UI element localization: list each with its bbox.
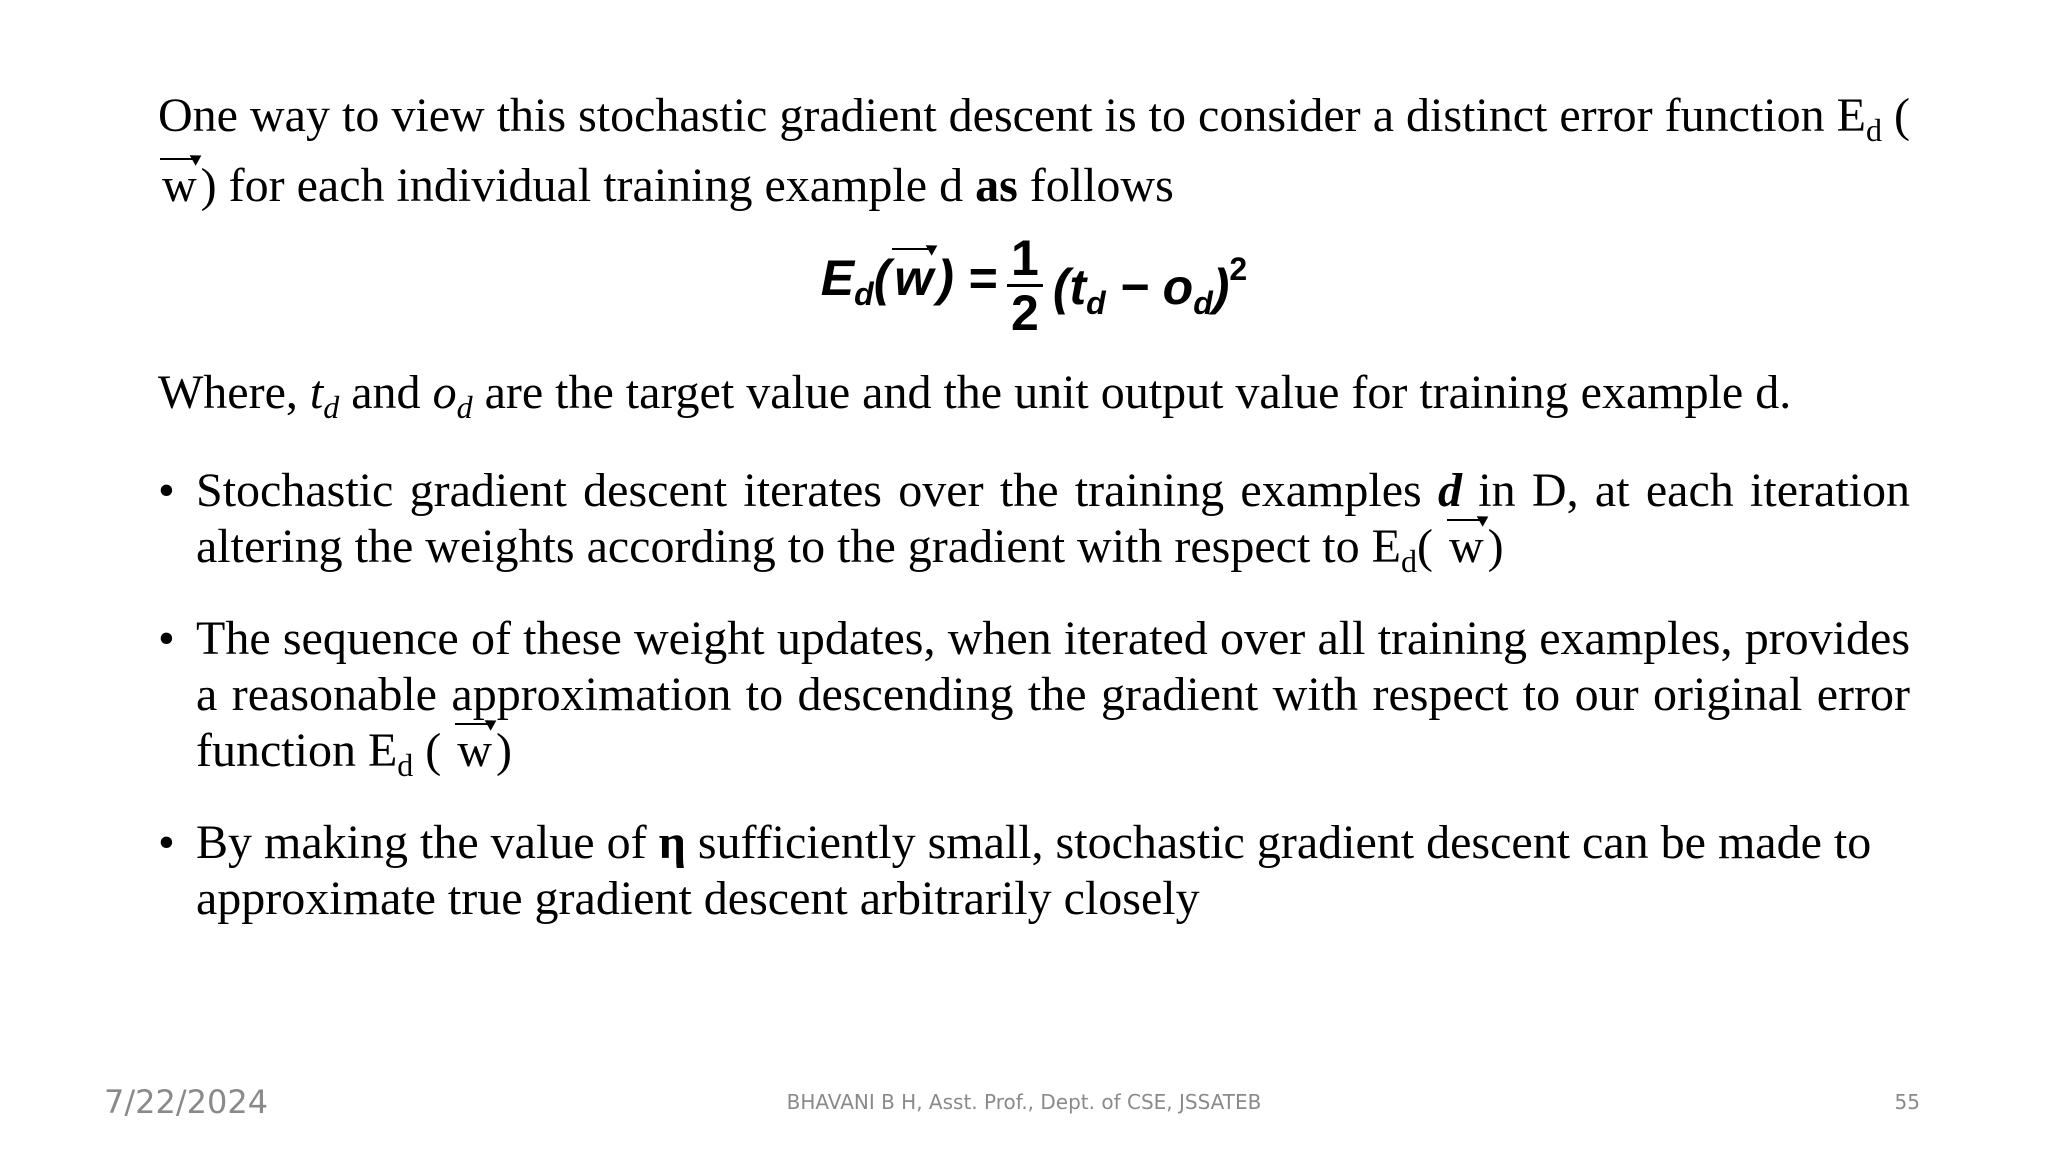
footer-author: BHAVANI B H, Asst. Prof., Dept. of CSE, JSSATEB (786, 1090, 1262, 1114)
where-text: Where, (158, 366, 310, 419)
where-o-sub: d (456, 389, 473, 425)
vector-arrow-icon (160, 158, 199, 170)
bullet-2-close: ) (495, 724, 512, 777)
intro-subscript: d (1865, 112, 1882, 148)
where-and: and (339, 366, 433, 419)
bullet-1-close: ) (1487, 520, 1504, 573)
bullet-item-2 (158, 611, 1910, 793)
bullet-3-text: By making the value of (196, 816, 659, 869)
eta-symbol: η (658, 816, 686, 869)
intro-paren: ( (1881, 89, 1910, 142)
eq-vector-w (890, 248, 937, 308)
bullet-item-1 (158, 463, 1910, 589)
bullet-list (158, 463, 1910, 927)
eq-minus-o: − o (1105, 258, 1194, 315)
bullet-item-3 (158, 815, 1910, 927)
intro-text: One way to view this stochastic gradient descent is to consider a distinct error function E (158, 89, 1866, 142)
eq-fraction (1007, 232, 1043, 339)
intro-paragraph (158, 88, 1910, 214)
slide-content (158, 88, 1910, 949)
eq-rhs-close: ) (1212, 258, 1230, 315)
bullet-2-sub: d (397, 747, 414, 783)
footer-date: 7/22/2024 (104, 1083, 269, 1121)
page-number: 55 (1894, 1090, 1920, 1114)
bullet-2-vector-arrow-icon (455, 723, 494, 735)
vector-letter: w (162, 159, 197, 212)
eq-close-equals: ) = (937, 249, 997, 306)
eq-t-sub: d (1086, 284, 1106, 321)
where-text-3: are the target value and the unit output value for training example d. (472, 366, 1792, 419)
where-paragraph (158, 365, 1910, 435)
eq-lhs-sub: d (854, 275, 874, 312)
bullet-3-text-2: sufficiently small, stochastic gradient descent can be made to approximate true gradient descent arbitrarily closely (196, 816, 1872, 925)
eq-numerator: 1 (1007, 232, 1043, 287)
bullet-1-text: Stochastic gradient descent iterates over the training examples (196, 464, 1438, 517)
eq-denominator: 2 (1011, 285, 1039, 341)
bullet-2-text: The sequence of these weight updates, when iterated over all training examples, provides a reasonable approximation to descending the gradient with respect to our original error function E (196, 612, 1910, 777)
where-t-sub: d (323, 389, 340, 425)
eq-rhs-t: (t (1052, 258, 1087, 315)
bullet-1-sub: d (1400, 543, 1417, 579)
intro-bold: as (975, 159, 1018, 212)
bullet-1-open: ( (1416, 520, 1445, 573)
bullet-2-vector-letter: w (457, 724, 492, 777)
bullet-dot-icon: • (158, 464, 175, 517)
bullet-2-vector (453, 723, 496, 779)
bullet-dot-icon: • (158, 612, 175, 665)
intro-text-3: follows (1017, 159, 1174, 212)
eq-lhs: E (820, 249, 855, 306)
where-t: t (309, 366, 324, 419)
eq-vector-arrow-icon (892, 248, 935, 260)
bullet-2-open: ( (413, 724, 454, 777)
bullet-dot-icon: • (158, 816, 175, 869)
bullet-1-vector-arrow-icon (1447, 519, 1486, 531)
eq-open: ( (873, 249, 891, 306)
intro-text-2: ) for each individual training example d (200, 159, 976, 212)
bullet-1-vector (1445, 519, 1488, 575)
where-o: o (432, 366, 457, 419)
bullet-1-text-2: in D, at each iteration altering the weights according to the gradient with respect to E (196, 464, 1910, 573)
vector-w (158, 158, 201, 214)
eq-vector-letter: w (894, 249, 934, 306)
eq-o-sub: d (1193, 284, 1213, 321)
bullet-1-d: d (1437, 464, 1462, 517)
eq-power: 2 (1229, 250, 1248, 287)
error-equation (158, 226, 1910, 347)
bullet-1-vector-letter: w (1448, 520, 1484, 573)
